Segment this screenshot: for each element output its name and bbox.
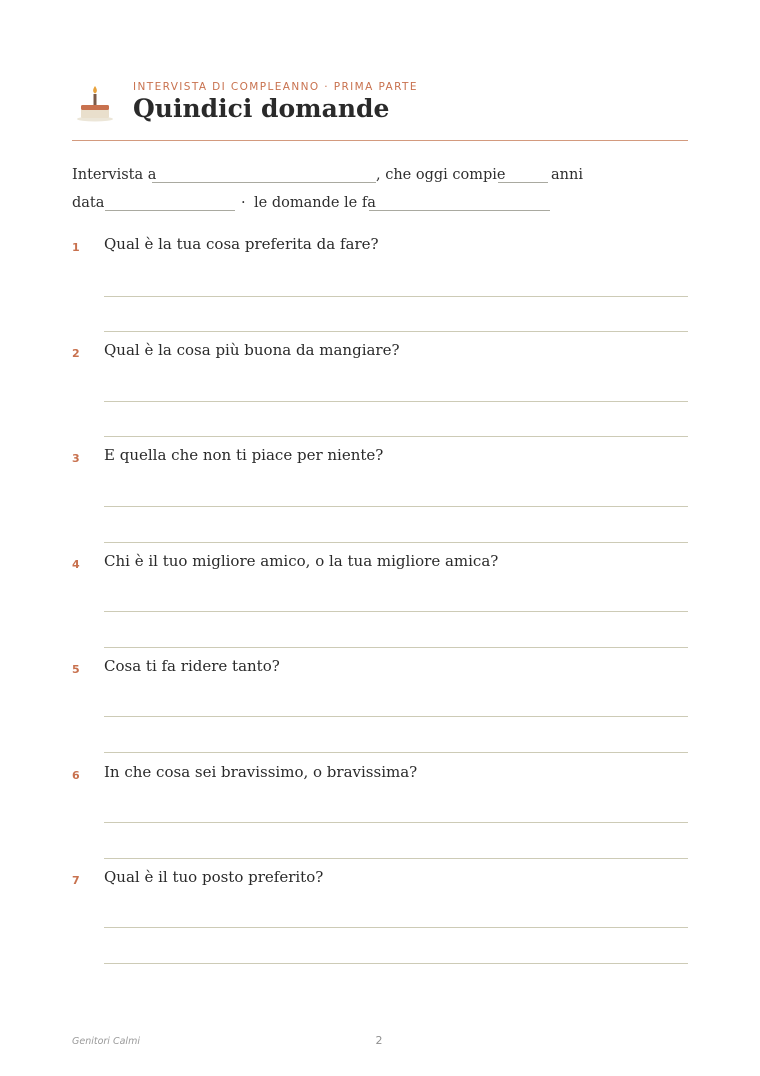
date-label: data	[72, 195, 105, 211]
question-text: E quella che non ti piace per niente?	[104, 446, 384, 464]
question-item	[72, 657, 688, 757]
question-item	[72, 763, 688, 863]
question-item	[72, 868, 688, 968]
interviewer-label: le domande le fa	[254, 195, 376, 211]
answer-line[interactable]	[104, 331, 688, 332]
answer-line[interactable]	[104, 647, 688, 648]
age-label: , che oggi compie	[376, 167, 506, 183]
answer-line[interactable]	[104, 927, 688, 928]
answer-line[interactable]	[104, 296, 688, 297]
answer-line[interactable]	[104, 542, 688, 543]
question-number: 1	[72, 241, 80, 254]
answer-line[interactable]	[104, 716, 688, 717]
question-item	[72, 552, 688, 652]
answer-line[interactable]	[104, 752, 688, 753]
answer-line[interactable]	[104, 858, 688, 859]
answer-line[interactable]	[104, 963, 688, 964]
years-label: anni	[551, 167, 583, 183]
question-number: 2	[72, 347, 80, 360]
interviewee-name-field[interactable]	[152, 182, 376, 183]
age-field[interactable]	[498, 182, 548, 183]
question-text: In che cosa sei bravissimo, o bravissima?	[104, 763, 418, 781]
question-text: Qual è la tua cosa preferita da fare?	[104, 235, 379, 253]
question-text: Chi è il tuo migliore amico, o la tua migliore amica?	[104, 552, 499, 570]
interviewee-label: Intervista a	[72, 167, 157, 183]
footer-brand: Genitori Calmi	[72, 1036, 140, 1047]
question-text: Qual è il tuo posto preferito?	[104, 868, 324, 886]
answer-line[interactable]	[104, 611, 688, 612]
question-number: 6	[72, 769, 80, 782]
interview-info-line-1	[72, 167, 692, 189]
separator-dot: ·	[241, 195, 246, 211]
page-number: 2	[375, 1034, 383, 1047]
answer-line[interactable]	[104, 506, 688, 507]
interview-info-line-2	[72, 195, 692, 217]
answer-line[interactable]	[104, 401, 688, 402]
question-item	[72, 235, 688, 335]
question-number: 4	[72, 558, 80, 571]
question-item	[72, 341, 688, 441]
interviewer-name-field[interactable]	[369, 210, 550, 211]
page-title: Quindici domande	[133, 94, 390, 123]
question-number: 5	[72, 663, 80, 676]
birthday-cake-icon	[76, 82, 114, 122]
question-number: 3	[72, 452, 80, 465]
question-text: Cosa ti fa ridere tanto?	[104, 657, 280, 675]
question-item	[72, 446, 688, 546]
page-kicker: INTERVISTA DI COMPLEANNO · PRIMA PARTE	[133, 81, 418, 93]
answer-line[interactable]	[104, 436, 688, 437]
question-text: Qual è la cosa più buona da mangiare?	[104, 341, 400, 359]
answer-line[interactable]	[104, 822, 688, 823]
date-field[interactable]	[105, 210, 235, 211]
question-number: 7	[72, 874, 80, 887]
page-header	[72, 76, 688, 141]
